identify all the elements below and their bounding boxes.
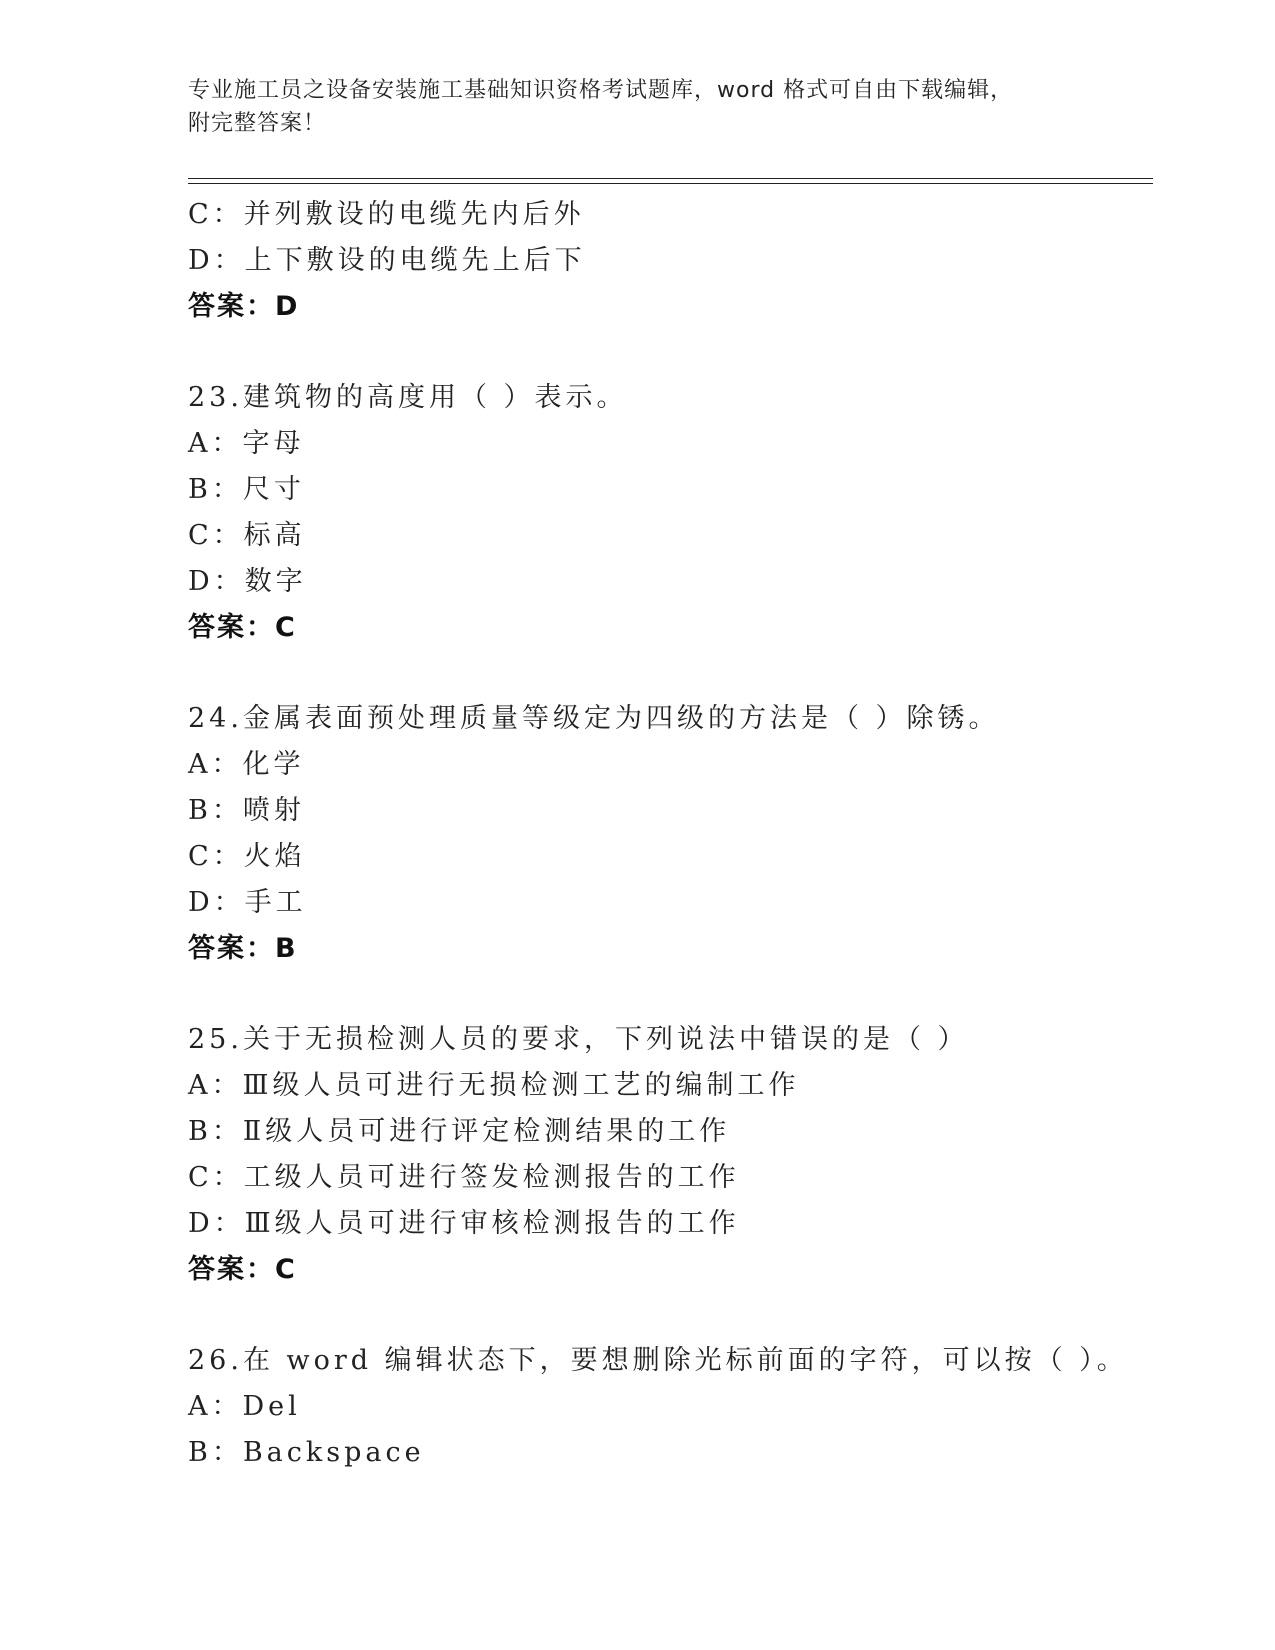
q23-question: 23.建筑物的高度用（ ）表示。 [188, 382, 628, 413]
header-line-1: 专业施工员之设备安装施工基础知识资格考试题库，word 格式可自由下载编辑， [188, 78, 1014, 103]
q22-option-c: C：并列敷设的电缆先内后外 [188, 199, 585, 230]
q24-question: 24.金属表面预处理质量等级定为四级的方法是（ ）除锈。 [188, 703, 1000, 734]
question-list [188, 192, 1138, 1476]
q22-option-d: D：上下敷设的电缆先上后下 [188, 245, 586, 276]
q26-option-b: B：Backspace [188, 1437, 425, 1468]
q24-option-a: A：化学 [188, 749, 305, 780]
q23-option-b: B：尺寸 [188, 474, 305, 505]
question-25-block [188, 1017, 1138, 1293]
q25-answer: 答案：C [188, 1254, 297, 1285]
document-header [188, 74, 1088, 140]
header-divider-top [188, 178, 1153, 179]
question-23-block [188, 375, 1138, 651]
q23-option-a: A：字母 [188, 428, 305, 459]
spacer [188, 651, 1138, 696]
q25-option-b: B：Ⅱ级人员可进行评定检测结果的工作 [188, 1116, 731, 1147]
question-22-block [188, 192, 1138, 330]
q23-option-d: D：数字 [188, 566, 307, 597]
q25-option-a: A：Ⅲ级人员可进行无损检测工艺的编制工作 [188, 1070, 800, 1101]
q24-answer: 答案：B [188, 933, 298, 964]
header-line-2: 附完整答案！ [188, 111, 327, 136]
q25-option-d: D：Ⅲ级人员可进行审核检测报告的工作 [188, 1208, 740, 1239]
q23-answer: 答案：C [188, 612, 297, 643]
spacer [188, 330, 1138, 375]
spacer [188, 1293, 1138, 1338]
question-26-block [188, 1338, 1138, 1476]
q26-option-a: A：Del [188, 1391, 301, 1422]
spacer [188, 972, 1138, 1017]
q24-option-c: C：火焰 [188, 841, 306, 872]
question-24-block [188, 696, 1138, 972]
q25-question: 25.关于无损检测人员的要求，下列说法中错误的是（ ） [188, 1024, 969, 1055]
header-divider-bottom [188, 183, 1153, 184]
q22-answer: 答案：D [188, 291, 300, 322]
q24-option-b: B：喷射 [188, 795, 305, 826]
q23-option-c: C：标高 [188, 520, 306, 551]
q26-question: 26.在 word 编辑状态下，要想删除光标前面的字符，可以按（ ）。 [188, 1345, 1128, 1376]
q25-option-c: C：工级人员可进行签发检测报告的工作 [188, 1162, 740, 1193]
q24-option-d: D：手工 [188, 887, 307, 918]
